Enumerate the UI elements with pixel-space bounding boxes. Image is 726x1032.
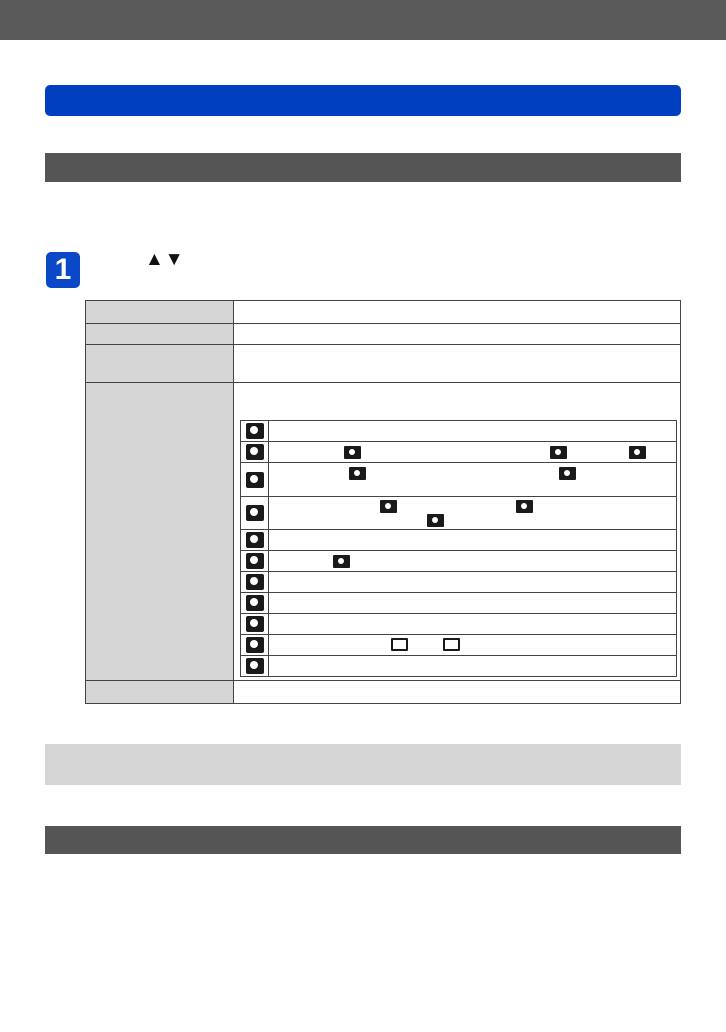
step-number: 1 xyxy=(46,252,80,288)
auto-night-portrait-icon xyxy=(550,446,567,459)
scenery-icon xyxy=(246,472,264,488)
list-item xyxy=(241,656,676,676)
pet-icon xyxy=(246,574,264,590)
list-item xyxy=(241,530,676,551)
scene-menu-icon xyxy=(246,423,264,439)
auto-portrait-icon xyxy=(344,446,361,459)
section-heading-bar xyxy=(45,153,681,182)
sports-icon xyxy=(246,532,264,548)
up-down-arrow-icon: ▲▼ xyxy=(145,249,185,270)
table-row xyxy=(86,681,680,703)
auto-baby-icon xyxy=(333,555,350,568)
burst-icon xyxy=(246,637,264,653)
list-item xyxy=(241,635,676,656)
table-row xyxy=(86,301,680,324)
auto-night-portrait-icon xyxy=(380,500,397,513)
portrait-icon xyxy=(246,444,264,460)
list-item xyxy=(241,614,676,635)
burst-40-icon xyxy=(391,638,408,651)
list-item xyxy=(241,463,676,497)
list-item xyxy=(241,497,676,530)
list-item xyxy=(241,442,676,463)
list-item xyxy=(241,593,676,614)
food-icon xyxy=(246,595,264,611)
burst-60-icon xyxy=(443,638,460,651)
scene-list-table xyxy=(240,420,677,677)
table-row xyxy=(86,324,680,345)
header-bar xyxy=(0,0,726,40)
auto-sunset-icon xyxy=(559,467,576,480)
table-row xyxy=(86,345,680,383)
section-heading-bar xyxy=(45,826,681,854)
list-item xyxy=(241,421,676,442)
page-title-bar xyxy=(45,85,681,116)
list-item xyxy=(241,572,676,593)
list-item xyxy=(241,551,676,572)
baby-icon xyxy=(246,553,264,569)
note-box xyxy=(45,744,681,785)
underwater-icon xyxy=(246,658,264,674)
night-portrait-icon xyxy=(246,505,264,521)
auto-scenery-icon xyxy=(349,467,366,480)
travel-icon xyxy=(246,616,264,632)
auto-baby-icon xyxy=(629,446,646,459)
auto-night-scenery-icon xyxy=(516,500,533,513)
auto-handheld-night-icon xyxy=(427,514,444,527)
